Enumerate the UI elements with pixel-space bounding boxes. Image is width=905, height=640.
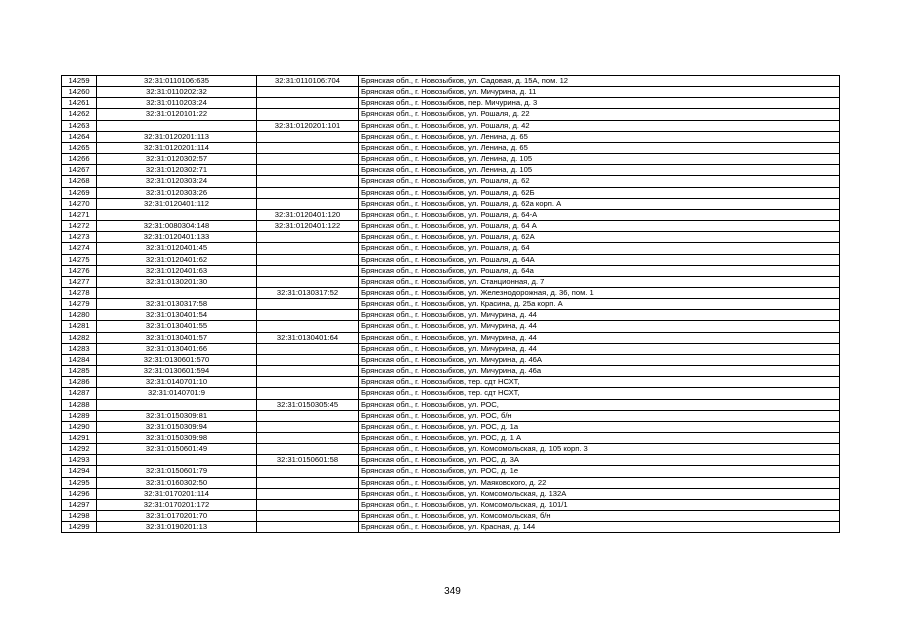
- cadastral-number-cell: 32:31:0120101:22: [97, 109, 257, 120]
- table-row: [62, 87, 840, 98]
- table-row: [62, 142, 840, 153]
- row-number-cell: 14259: [62, 76, 97, 87]
- table-row: [62, 511, 840, 522]
- cadastral-number-cell: 32:31:0110202:32: [97, 87, 257, 98]
- related-cadastral-number-cell: [257, 243, 359, 254]
- related-cadastral-number-cell: [257, 366, 359, 377]
- row-number-cell: 14275: [62, 254, 97, 265]
- address-cell: Брянская обл., г. Новозыбков, ул. Мичурина, д. 46А: [359, 354, 840, 365]
- row-number-cell: 14260: [62, 87, 97, 98]
- related-cadastral-number-cell: [257, 87, 359, 98]
- row-number-cell: 14282: [62, 332, 97, 343]
- table-row: [62, 120, 840, 131]
- registry-table: [61, 75, 840, 533]
- address-cell: Брянская обл., г. Новозыбков, ул. Рошаля, д. 64-А: [359, 209, 840, 220]
- table-row: [62, 154, 840, 165]
- row-number-cell: 14272: [62, 221, 97, 232]
- address-cell: Брянская обл., г. Новозыбков, ул. РОС,: [359, 399, 840, 410]
- row-number-cell: 14288: [62, 399, 97, 410]
- row-number-cell: 14266: [62, 154, 97, 165]
- table-row: [62, 421, 840, 432]
- address-cell: Брянская обл., г. Новозыбков, ул. Рошаля, д. 64А: [359, 254, 840, 265]
- cadastral-number-cell: 32:31:0120401:63: [97, 265, 257, 276]
- table-row: [62, 321, 840, 332]
- address-cell: Брянская обл., г. Новозыбков, ул. Рошаля, д. 62А: [359, 232, 840, 243]
- related-cadastral-number-cell: [257, 522, 359, 533]
- cadastral-number-cell: 32:31:0130317:58: [97, 299, 257, 310]
- cadastral-number-cell: [97, 287, 257, 298]
- page-number: 349: [444, 586, 461, 597]
- table-row: [62, 187, 840, 198]
- row-number-cell: 14277: [62, 276, 97, 287]
- cadastral-number-cell: 32:31:0120401:45: [97, 243, 257, 254]
- address-cell: Брянская обл., г. Новозыбков, ул. Мичурина, д. 11: [359, 87, 840, 98]
- row-number-cell: 14268: [62, 176, 97, 187]
- address-cell: Брянская обл., г. Новозыбков, ул. Рошаля, д. 64 А: [359, 221, 840, 232]
- address-cell: Брянская обл., г. Новозыбков, ул. Станционная, д. 7: [359, 276, 840, 287]
- row-number-cell: 14293: [62, 455, 97, 466]
- related-cadastral-number-cell: 32:31:0110106:704: [257, 76, 359, 87]
- cadastral-number-cell: 32:31:0150601:49: [97, 444, 257, 455]
- cadastral-number-cell: 32:31:0130401:57: [97, 332, 257, 343]
- address-cell: Брянская обл., г. Новозыбков, ул. Комсомольская, б/н: [359, 511, 840, 522]
- table-row: [62, 488, 840, 499]
- related-cadastral-number-cell: 32:31:0130401:64: [257, 332, 359, 343]
- address-cell: Брянская обл., г. Новозыбков, тер. сдт НСХТ,: [359, 388, 840, 399]
- cadastral-number-cell: 32:31:0150309:94: [97, 421, 257, 432]
- address-cell: Брянская обл., г. Новозыбков, ул. Мичурина, д. 44: [359, 310, 840, 321]
- address-cell: Брянская обл., г. Новозыбков, ул. Ленина, д. 105: [359, 165, 840, 176]
- address-cell: Брянская обл., г. Новозыбков, ул. Рошаля, д. 62: [359, 176, 840, 187]
- related-cadastral-number-cell: [257, 477, 359, 488]
- address-cell: Брянская обл., г. Новозыбков, ул. РОС, д. 3А: [359, 455, 840, 466]
- related-cadastral-number-cell: [257, 198, 359, 209]
- table-row: [62, 466, 840, 477]
- cadastral-number-cell: [97, 209, 257, 220]
- cadastral-number-cell: 32:31:0120303:26: [97, 187, 257, 198]
- address-cell: Брянская обл., г. Новозыбков, ул. Мичурина, д. 46а: [359, 366, 840, 377]
- address-cell: Брянская обл., г. Новозыбков, ул. Красная, д. 144: [359, 522, 840, 533]
- row-number-cell: 14279: [62, 299, 97, 310]
- table-row: [62, 455, 840, 466]
- row-number-cell: 14289: [62, 410, 97, 421]
- table-row: [62, 131, 840, 142]
- related-cadastral-number-cell: [257, 310, 359, 321]
- address-cell: Брянская обл., г. Новозыбков, ул. РОС, б/н: [359, 410, 840, 421]
- cadastral-number-cell: 32:31:0130201:30: [97, 276, 257, 287]
- related-cadastral-number-cell: [257, 321, 359, 332]
- row-number-cell: 14295: [62, 477, 97, 488]
- table-row: [62, 522, 840, 533]
- table-row: [62, 343, 840, 354]
- address-cell: Брянская обл., г. Новозыбков, ул. Рошаля, д. 64а: [359, 265, 840, 276]
- row-number-cell: 14273: [62, 232, 97, 243]
- related-cadastral-number-cell: [257, 466, 359, 477]
- table-row: [62, 98, 840, 109]
- address-cell: Брянская обл., г. Новозыбков, ул. Рошаля, д. 62а корп. А: [359, 198, 840, 209]
- table-body: [62, 76, 840, 533]
- related-cadastral-number-cell: [257, 142, 359, 153]
- cadastral-number-cell: 32:31:0150309:81: [97, 410, 257, 421]
- address-cell: Брянская обл., г. Новозыбков, ул. Рошаля, д. 62Б: [359, 187, 840, 198]
- related-cadastral-number-cell: [257, 109, 359, 120]
- row-number-cell: 14296: [62, 488, 97, 499]
- table-row: [62, 276, 840, 287]
- table-row: [62, 332, 840, 343]
- cadastral-number-cell: [97, 455, 257, 466]
- address-cell: Брянская обл., г. Новозыбков, ул. Мичурина, д. 44: [359, 332, 840, 343]
- cadastral-number-cell: 32:31:0150601:79: [97, 466, 257, 477]
- address-cell: Брянская обл., г. Новозыбков, ул. Ленина, д. 65: [359, 131, 840, 142]
- address-cell: Брянская обл., г. Новозыбков, ул. Маяковского, д. 22: [359, 477, 840, 488]
- cadastral-number-cell: 32:31:0110203:24: [97, 98, 257, 109]
- related-cadastral-number-cell: [257, 343, 359, 354]
- table-row: [62, 433, 840, 444]
- row-number-cell: 14270: [62, 198, 97, 209]
- cadastral-number-cell: 32:31:0120401:112: [97, 198, 257, 209]
- row-number-cell: 14265: [62, 142, 97, 153]
- related-cadastral-number-cell: [257, 433, 359, 444]
- cadastral-number-cell: 32:31:0120201:113: [97, 131, 257, 142]
- row-number-cell: 14292: [62, 444, 97, 455]
- cadastral-number-cell: 32:31:0130401:54: [97, 310, 257, 321]
- row-number-cell: 14297: [62, 499, 97, 510]
- address-cell: Брянская обл., г. Новозыбков, ул. РОС, д. 1а: [359, 421, 840, 432]
- address-cell: Брянская обл., г. Новозыбков, ул. РОС, д. 1 А: [359, 433, 840, 444]
- row-number-cell: 14261: [62, 98, 97, 109]
- row-number-cell: 14286: [62, 377, 97, 388]
- related-cadastral-number-cell: [257, 511, 359, 522]
- address-cell: Брянская обл., г. Новозыбков, ул. Комсомольская, д. 101/1: [359, 499, 840, 510]
- row-number-cell: 14263: [62, 120, 97, 131]
- table-row: [62, 232, 840, 243]
- address-cell: Брянская обл., г. Новозыбков, пер. Мичурина, д. 3: [359, 98, 840, 109]
- table-row: [62, 388, 840, 399]
- table-row: [62, 410, 840, 421]
- related-cadastral-number-cell: [257, 165, 359, 176]
- address-cell: Брянская обл., г. Новозыбков, ул. Комсомольская, д. 132А: [359, 488, 840, 499]
- table-row: [62, 265, 840, 276]
- related-cadastral-number-cell: [257, 232, 359, 243]
- cadastral-number-cell: [97, 120, 257, 131]
- row-number-cell: 14280: [62, 310, 97, 321]
- cadastral-number-cell: 32:31:0160302:50: [97, 477, 257, 488]
- cadastral-number-cell: 32:31:0130601:594: [97, 366, 257, 377]
- cadastral-number-cell: 32:31:0120201:114: [97, 142, 257, 153]
- cadastral-number-cell: 32:31:0170201:114: [97, 488, 257, 499]
- address-cell: Брянская обл., г. Новозыбков, ул. РОС, д. 1е: [359, 466, 840, 477]
- address-cell: Брянская обл., г. Новозыбков, ул. Железнодорожная, д. 36, пом. 1: [359, 287, 840, 298]
- row-number-cell: 14278: [62, 287, 97, 298]
- cadastral-number-cell: 32:31:0130401:66: [97, 343, 257, 354]
- cadastral-number-cell: 32:31:0190201:13: [97, 522, 257, 533]
- table-row: [62, 399, 840, 410]
- table-row: [62, 287, 840, 298]
- related-cadastral-number-cell: [257, 499, 359, 510]
- related-cadastral-number-cell: [257, 354, 359, 365]
- related-cadastral-number-cell: 32:31:0150305:45: [257, 399, 359, 410]
- related-cadastral-number-cell: [257, 98, 359, 109]
- related-cadastral-number-cell: 32:31:0120401:122: [257, 221, 359, 232]
- related-cadastral-number-cell: [257, 421, 359, 432]
- row-number-cell: 14281: [62, 321, 97, 332]
- row-number-cell: 14298: [62, 511, 97, 522]
- address-cell: Брянская обл., г. Новозыбков, ул. Красина, д. 25а корп. А: [359, 299, 840, 310]
- related-cadastral-number-cell: [257, 254, 359, 265]
- address-cell: Брянская обл., г. Новозыбков, тер. сдт НСХТ,: [359, 377, 840, 388]
- cadastral-number-cell: 32:31:0150309:98: [97, 433, 257, 444]
- table-row: [62, 209, 840, 220]
- cadastral-number-cell: 32:31:0120303:24: [97, 176, 257, 187]
- related-cadastral-number-cell: [257, 131, 359, 142]
- row-number-cell: 14274: [62, 243, 97, 254]
- cadastral-number-cell: 32:31:0140701:9: [97, 388, 257, 399]
- related-cadastral-number-cell: 32:31:0120401:120: [257, 209, 359, 220]
- table-row: [62, 109, 840, 120]
- row-number-cell: 14271: [62, 209, 97, 220]
- table-row: [62, 310, 840, 321]
- related-cadastral-number-cell: [257, 488, 359, 499]
- cadastral-number-cell: [97, 399, 257, 410]
- address-cell: Брянская обл., г. Новозыбков, ул. Мичурина, д. 44: [359, 321, 840, 332]
- related-cadastral-number-cell: [257, 388, 359, 399]
- table-row: [62, 354, 840, 365]
- table-row: [62, 499, 840, 510]
- related-cadastral-number-cell: 32:31:0120201:101: [257, 120, 359, 131]
- cadastral-number-cell: 32:31:0120401:62: [97, 254, 257, 265]
- related-cadastral-number-cell: [257, 377, 359, 388]
- address-cell: Брянская обл., г. Новозыбков, ул. Мичурина, д. 44: [359, 343, 840, 354]
- row-number-cell: 14291: [62, 433, 97, 444]
- related-cadastral-number-cell: [257, 276, 359, 287]
- table-row: [62, 377, 840, 388]
- related-cadastral-number-cell: [257, 265, 359, 276]
- address-cell: Брянская обл., г. Новозыбков, ул. Рошаля, д. 22: [359, 109, 840, 120]
- table-row: [62, 76, 840, 87]
- address-cell: Брянская обл., г. Новозыбков, ул. Комсомольская, д. 105 корп. 3: [359, 444, 840, 455]
- table-row: [62, 221, 840, 232]
- cadastral-number-cell: 32:31:0120401:133: [97, 232, 257, 243]
- address-cell: Брянская обл., г. Новозыбков, ул. Рошаля, д. 42: [359, 120, 840, 131]
- table-row: [62, 366, 840, 377]
- table-row: [62, 243, 840, 254]
- related-cadastral-number-cell: [257, 299, 359, 310]
- row-number-cell: 14294: [62, 466, 97, 477]
- table-row: [62, 165, 840, 176]
- cadastral-number-cell: 32:31:0130401:55: [97, 321, 257, 332]
- address-cell: Брянская обл., г. Новозыбков, ул. Садовая, д. 15А, пом. 12: [359, 76, 840, 87]
- table-row: [62, 299, 840, 310]
- row-number-cell: 14290: [62, 421, 97, 432]
- related-cadastral-number-cell: [257, 444, 359, 455]
- address-cell: Брянская обл., г. Новозыбков, ул. Рошаля, д. 64: [359, 243, 840, 254]
- cadastral-number-cell: 32:31:0130601:570: [97, 354, 257, 365]
- table-row: [62, 477, 840, 488]
- address-cell: Брянская обл., г. Новозыбков, ул. Ленина, д. 105: [359, 154, 840, 165]
- cadastral-number-cell: 32:31:0170201:172: [97, 499, 257, 510]
- row-number-cell: 14264: [62, 131, 97, 142]
- related-cadastral-number-cell: [257, 176, 359, 187]
- cadastral-number-cell: 32:31:0120302:57: [97, 154, 257, 165]
- cadastral-number-cell: 32:31:0110106:635: [97, 76, 257, 87]
- related-cadastral-number-cell: [257, 154, 359, 165]
- row-number-cell: 14285: [62, 366, 97, 377]
- related-cadastral-number-cell: 32:31:0150601:58: [257, 455, 359, 466]
- cadastral-number-cell: 32:31:0170201:70: [97, 511, 257, 522]
- table-row: [62, 444, 840, 455]
- related-cadastral-number-cell: [257, 187, 359, 198]
- address-cell: Брянская обл., г. Новозыбков, ул. Ленина, д. 65: [359, 142, 840, 153]
- table-row: [62, 198, 840, 209]
- row-number-cell: 14287: [62, 388, 97, 399]
- row-number-cell: 14276: [62, 265, 97, 276]
- row-number-cell: 14262: [62, 109, 97, 120]
- cadastral-number-cell: 32:31:0120302:71: [97, 165, 257, 176]
- row-number-cell: 14283: [62, 343, 97, 354]
- related-cadastral-number-cell: 32:31:0130317:52: [257, 287, 359, 298]
- row-number-cell: 14267: [62, 165, 97, 176]
- row-number-cell: 14299: [62, 522, 97, 533]
- cadastral-number-cell: 32:31:0140701:10: [97, 377, 257, 388]
- row-number-cell: 14269: [62, 187, 97, 198]
- table-row: [62, 254, 840, 265]
- table-row: [62, 176, 840, 187]
- cadastral-number-cell: 32:31:0080304:148: [97, 221, 257, 232]
- related-cadastral-number-cell: [257, 410, 359, 421]
- row-number-cell: 14284: [62, 354, 97, 365]
